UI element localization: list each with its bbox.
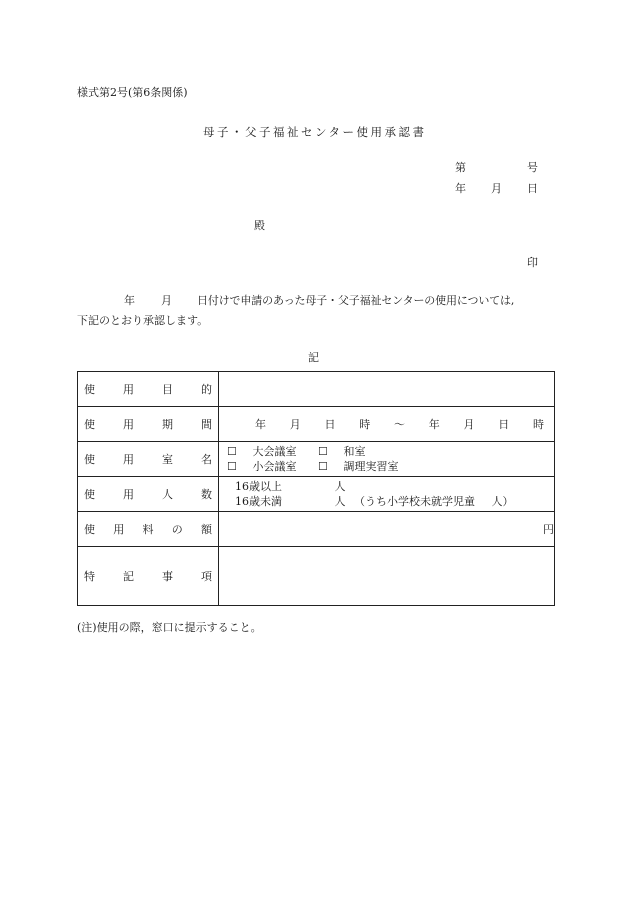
people-over16-unit: 人	[334, 480, 346, 493]
seal-mark: 印	[527, 256, 538, 269]
label-char: 記	[123, 570, 134, 583]
period-end-day: 日	[498, 418, 510, 431]
label-char: 的	[201, 383, 212, 396]
footnote: (注)使用の際，窓口に提示すること。	[77, 621, 262, 634]
label-char: 使	[84, 383, 95, 396]
label-char: 使	[84, 523, 95, 536]
room-japanese-room: 和室	[343, 445, 366, 458]
label-char: 用	[123, 488, 134, 501]
label-char: 使	[84, 418, 95, 431]
label-period	[78, 407, 219, 442]
label-char: 額	[201, 523, 212, 536]
row-period	[78, 407, 555, 442]
label-char: 室	[162, 453, 173, 466]
label-purpose	[78, 372, 219, 407]
doc-number-prefix: 第	[455, 161, 466, 174]
row-fee	[78, 512, 555, 547]
period-end-hour: 時	[533, 418, 544, 431]
label-char: 数	[201, 488, 212, 501]
label-char: 目	[162, 383, 173, 396]
people-preschool-unit: 人）	[491, 495, 514, 508]
doc-number-suffix: 号	[527, 161, 538, 174]
value-rooms	[219, 442, 555, 477]
room-small-meeting-room: 小会議室	[252, 460, 297, 473]
value-remarks[interactable]	[219, 547, 555, 606]
label-char: の	[171, 523, 183, 536]
label-char: 人	[162, 488, 173, 501]
label-char: 使	[84, 488, 95, 501]
value-fee[interactable]	[219, 512, 555, 547]
people-over16-label: 16歳以上	[235, 480, 282, 493]
period-start-hour: 時	[359, 418, 371, 431]
label-char: 用	[123, 453, 134, 466]
label-fee	[78, 512, 219, 547]
label-remarks	[78, 547, 219, 606]
room-cooking-room: 調理実習室	[343, 460, 399, 473]
value-people[interactable]	[219, 477, 555, 512]
body-year: 年	[124, 294, 135, 307]
row-rooms	[78, 442, 555, 477]
approval-table	[77, 371, 555, 606]
label-char: 名	[201, 453, 212, 466]
period-end-month: 月	[463, 418, 475, 431]
label-rooms	[78, 442, 219, 477]
period-start-day: 日	[324, 418, 336, 431]
period-start-month: 月	[289, 418, 301, 431]
people-under16-unit: 人	[334, 495, 346, 508]
label-char: 項	[201, 570, 212, 583]
row-remarks	[78, 547, 555, 606]
date-year: 年	[455, 182, 466, 195]
checkbox-large-meeting-room[interactable]: ☐	[227, 445, 237, 458]
label-char: 使	[84, 453, 95, 466]
label-char: 料	[142, 523, 154, 536]
ki-heading: 記	[308, 351, 319, 364]
row-purpose	[78, 372, 555, 407]
date-month: 月	[491, 182, 502, 195]
label-char: 特	[84, 570, 95, 583]
checkbox-cooking-room[interactable]: ☐	[318, 460, 328, 473]
body-month: 月	[161, 294, 172, 307]
people-preschool-note: （うち小学校未就学児童	[354, 495, 475, 508]
label-people	[78, 477, 219, 512]
value-purpose[interactable]	[219, 372, 555, 407]
document-title: 母子・父子福祉センター使用承認書	[203, 125, 427, 139]
room-large-meeting-room: 大会議室	[252, 445, 297, 458]
checkbox-small-meeting-room[interactable]: ☐	[227, 460, 237, 473]
checkbox-japanese-room[interactable]: ☐	[318, 445, 328, 458]
label-char: 用	[123, 383, 134, 396]
fee-unit: 円	[543, 523, 554, 536]
label-char: 用	[113, 523, 125, 536]
value-period[interactable]	[219, 407, 555, 442]
period-separator: ～	[394, 418, 405, 431]
period-start-year: 年	[255, 418, 266, 431]
row-people	[78, 477, 555, 512]
body-line2-text: 下記のとおり承認します。	[77, 314, 209, 327]
form-number: 様式第2号(第6条関係)	[77, 86, 188, 99]
date-day: 日	[527, 182, 538, 195]
addressee-suffix: 殿	[254, 219, 265, 232]
label-char: 事	[162, 570, 173, 583]
label-char: 期	[162, 418, 173, 431]
period-end-year: 年	[428, 418, 440, 431]
body-line1-text: 日付けで申請のあった母子・父子福祉センターの使用については,	[197, 294, 515, 307]
label-char: 間	[201, 418, 212, 431]
label-char: 用	[123, 418, 134, 431]
people-under16-label: 16歳未満	[235, 495, 282, 508]
